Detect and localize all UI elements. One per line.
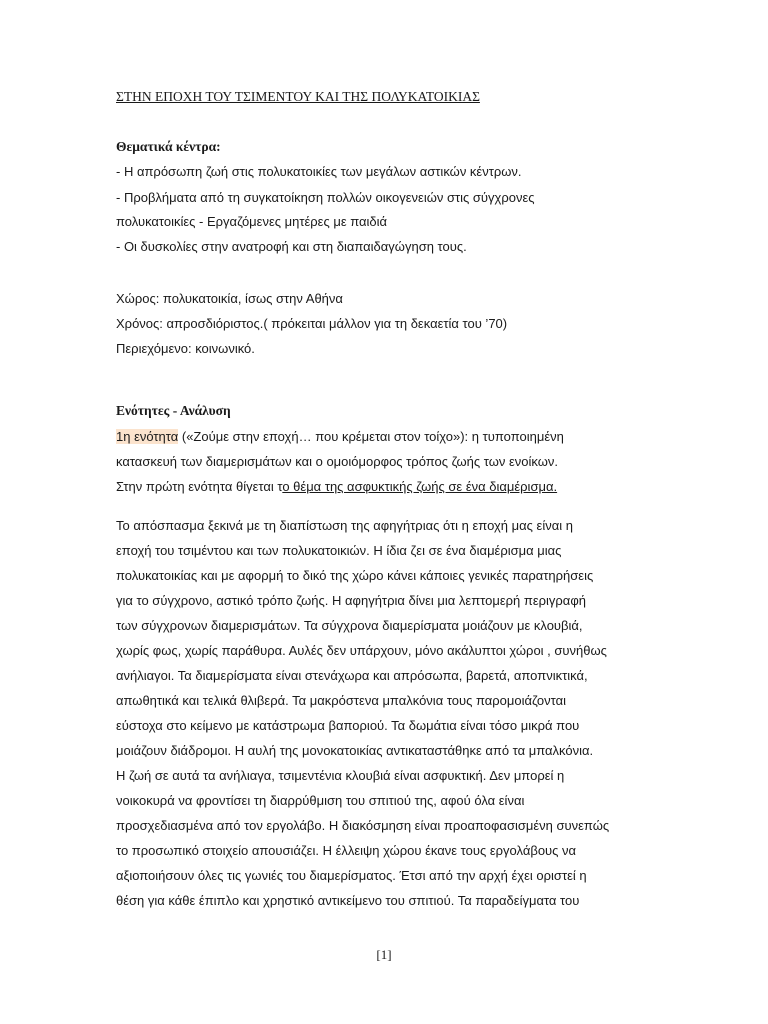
- section1-label: 1η ενότητα: [116, 429, 179, 444]
- paragraph-line: Το απόσπασμα ξεκινά με τη διαπίστωση της αφηγήτριας ότι η εποχή μας είναι η: [116, 518, 573, 533]
- theme-line: - Η απρόσωπη ζωή στις πολυκατοικίες των μεγάλων αστικών κέντρων.: [116, 164, 522, 179]
- meta-time: Χρόνος: απροσδιόριστος.( πρόκειται μάλλον για τη δεκαετία του ’70): [116, 316, 508, 331]
- themes-heading: Θεματικά κέντρα:: [116, 139, 221, 154]
- sections-heading: Ενότητες - Ανάλυση: [116, 403, 231, 418]
- section1-line2: κατασκευή των διαμερισμάτων και ο ομοιόμορφος τρόπος ζωής των ενοίκων.: [116, 454, 558, 469]
- section1-line1: [116, 429, 564, 445]
- paragraph-line: απωθητικά και τελικά θλιβερά. Τα μακρόστενα μπαλκόνια τους παρομοιάζονται: [116, 693, 566, 708]
- section1-line3: [116, 479, 557, 495]
- meta-place: Χώρος: πολυκατοικία, ίσως στην Αθήνα: [116, 291, 343, 306]
- paragraph-line: εύστοχα στο κείμενο με κατάστρωμα βαποριού. Τα δωμάτια είναι τόσο μικρά που: [116, 718, 580, 733]
- paragraph-line: πολυκατοικίας και με αφορμή το δικό της χώρο κάνει κάποιες γενικές παρατηρήσεις: [116, 568, 594, 583]
- theme-line: - Οι δυσκολίες στην ανατροφή και στη διαπαιδαγώγηση τους.: [116, 239, 467, 254]
- page-number: [1]: [376, 947, 392, 962]
- paragraph-line: νοικοκυρά να φροντίσει τη διαρρύθμιση του σπιτιού της, αφού όλα είναι: [116, 793, 525, 808]
- paragraph-line: το προσωπικό στοιχείο απουσιάζει. Η έλλειψη χώρου έκανε τους εργολάβους να: [116, 843, 577, 858]
- theme-line: - Προβλήματα από τη συγκατοίκηση πολλών οικογενειών στις σύγχρονες: [116, 190, 535, 205]
- document-title: ΣΤΗΝ ΕΠΟΧΗ ΤΟΥ ΤΣΙΜΕΝΤΟΥ ΚΑΙ ΤΗΣ ΠΟΛΥΚΑΤΟΙΚΙΑΣ: [116, 89, 480, 104]
- paragraph-line: για το σύγχρονο, αστικό τρόπο ζωής. Η αφηγήτρια δίνει μια λεπτομερή περιγραφή: [116, 593, 586, 608]
- meta-content: Περιεχόμενο: κοινωνικό.: [116, 341, 255, 356]
- paragraph-line: προσχεδιασμένα από τον εργολάβο. Η διακόσμηση είναι προαποφασισμένη συνεπώς: [116, 818, 610, 833]
- paragraph-line: θέση για κάθε έπιπλο και χρηστικό αντικείμενο του σπιτιού. Τα παραδείγματα του: [116, 893, 580, 908]
- paragraph-line: εποχή του τσιμέντου και των πολυκατοικιών. Η ίδια ζει σε ένα διαμέρισμα μιας: [116, 543, 562, 558]
- section1-theme-underlined: ο θέμα της ασφυκτικής ζωής σε ένα διαμέρισμα.: [282, 479, 558, 494]
- paragraph-line: των σύγχρονων διαμερισμάτων. Τα σύγχρονα διαμερίσματα μοιάζουν με κλουβιά,: [116, 618, 583, 633]
- paragraph-line: αξιοποιήσουν όλες τις γωνιές του διαμερίσματος. Έτσι από την αρχή έχει οριστεί η: [116, 868, 587, 883]
- paragraph-line: Η ζωή σε αυτά τα ανήλιαγα, τσιμεντένια κλουβιά είναι ασφυκτική. Δεν μπορεί η: [116, 768, 565, 783]
- paragraph-line: ανήλιαγοι. Τα διαμερίσματα είναι στενάχωρα και απρόσωπα, βαρετά, αποπνικτικά,: [116, 668, 588, 683]
- paragraph-line: χωρίς φως, χωρίς παράθυρα. Αυλές δεν υπάρχουν, μόνο ακάλυπτοι χώροι , συνήθως: [116, 643, 607, 658]
- theme-line: πολυκατοικίες - Εργαζόμενες μητέρες με παιδιά: [116, 214, 388, 229]
- section1-line1-text: («Ζούμε στην εποχή… που κρέμεται στον τοίχο»): η τυποποιημένη: [178, 429, 564, 444]
- section1-line3-text: Στην πρώτη ενότητα θίγεται τ: [116, 479, 283, 494]
- paragraph-line: μοιάζουν διάδρομοι. Η αυλή της μονοκατοικίας αντικαταστάθηκε από τα μπαλκόνια.: [116, 743, 594, 758]
